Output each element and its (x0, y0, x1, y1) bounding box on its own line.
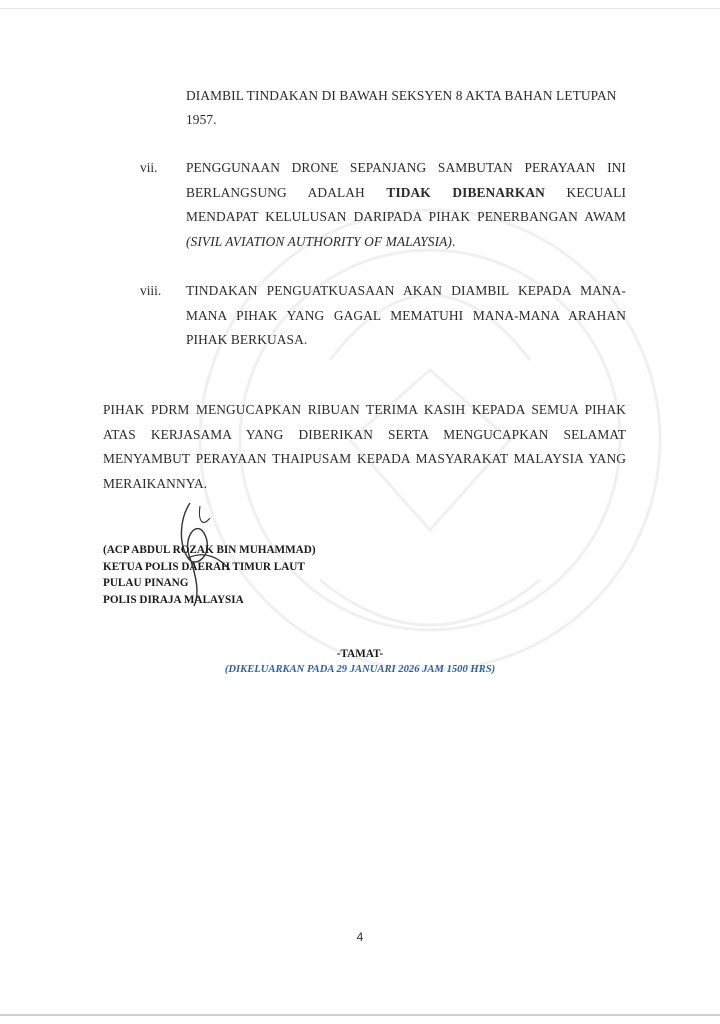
signatory-location: PULAU PINANG (103, 577, 189, 589)
item-vii-pre: PENGGUNAAN DRONE SEPANJANG SAMBUTAN PERAYAAN INI BERLANGSUNG ADALAH (186, 160, 626, 200)
item-number-viii: viii. (140, 283, 162, 298)
item-vii-end: . (452, 233, 456, 249)
continuation-text-line2: 1957. (186, 112, 217, 127)
issued-date: (DIKELUARKAN PADA 29 JANUARI 2026 JAM 1500 HRS) (224, 664, 496, 675)
signatory-name: (ACP ABDUL ROZAK BIN MUHAMMAD) (103, 544, 316, 556)
item-vii-text (186, 156, 626, 254)
item-vii-post: KECUALI MENDAPAT KELULUSAN DARIPADA PIHAK PENERBANGAN AWAM (186, 184, 627, 224)
signatory-block (103, 542, 316, 608)
item-viii-text: TINDAKAN PENGUATKUASAAN AKAN DIAMBIL KEPADA MANA-MANA PIHAK YANG GAGAL MEMATUHI MANA-MANA ARAHAN PIHAK BERKUASA. (186, 283, 626, 347)
top-border (0, 8, 720, 9)
item-number-vii: vii. (140, 160, 158, 175)
page-number: 4 (356, 930, 364, 944)
bottom-border (0, 1014, 720, 1016)
continuation-line-2 (186, 108, 626, 133)
signatory-organization: POLIS DIRAJA MALAYSIA (103, 593, 244, 606)
closing-paragraph: PIHAK PDRM MENGUCAPKAN RIBUAN TERIMA KASIH KEPADA SEMUA PIHAK ATAS KERJASAMA YANG DIBERIKAN SERTA MENGUCAPKAN SELAMAT MENYAMBUT PERAYAAN THAIPUSAM KEPADA MASYARAKAT MALAYSIA YANG MERAIKANNYA. (103, 402, 626, 491)
item-vii-italic: (SIVIL AVIATION AUTHORITY OF MALAYSIA) (186, 233, 452, 249)
item-vii-bold: TIDAK DIBENARKAN (386, 184, 545, 200)
end-mark: -TAMAT- (336, 648, 384, 660)
continuation-line (186, 84, 626, 109)
continuation-text-line1: DIAMBIL TINDAKAN DI BAWAH SEKSYEN 8 AKTA BAHAN LETUPAN (186, 88, 617, 103)
signatory-title: KETUA POLIS DAERAH TIMUR LAUT (103, 560, 305, 573)
